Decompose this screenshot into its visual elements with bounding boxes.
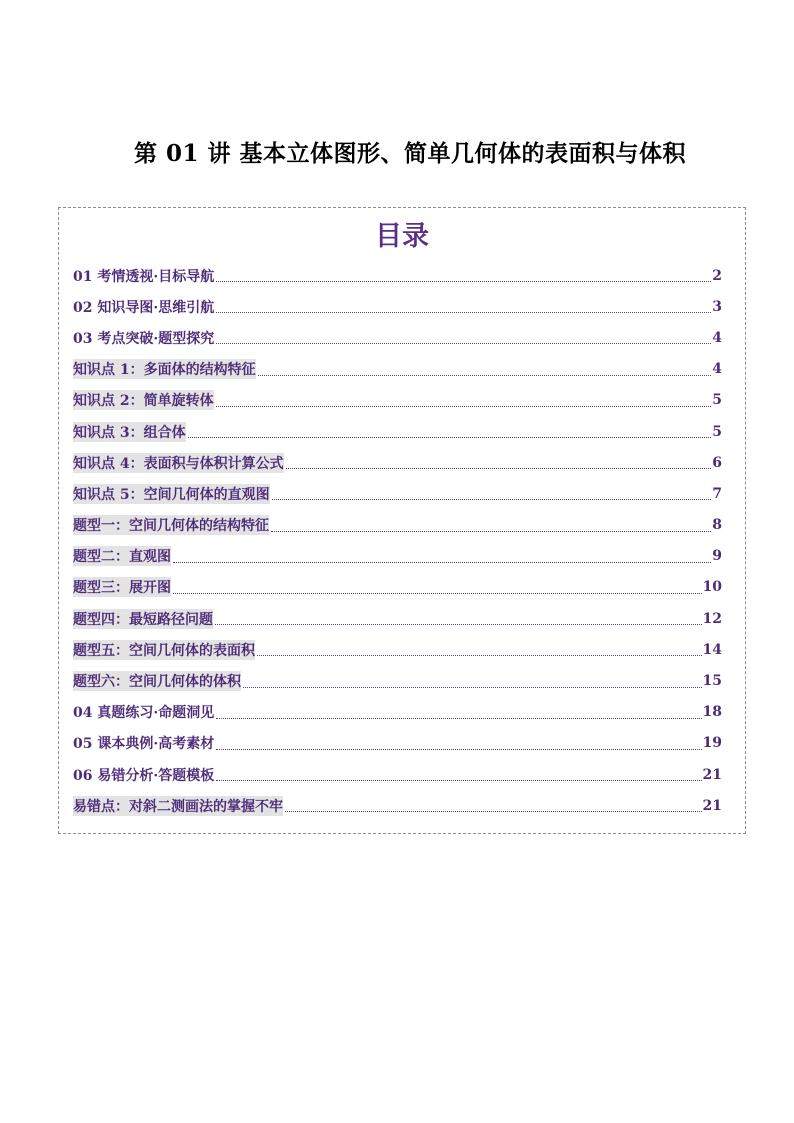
toc-entry-label: 易错点：对斜二测画法的掌握不牢 — [73, 796, 283, 816]
toc-entry-page-number: 21 — [702, 797, 722, 814]
toc-leader-dots — [216, 281, 711, 282]
toc-leader-dots — [285, 811, 702, 812]
toc-entry-page-number: 6 — [712, 454, 722, 471]
toc-entry[interactable] — [73, 354, 722, 385]
toc-entry[interactable] — [73, 447, 722, 478]
toc-entry-label: 03 考点突破·题型探究 — [73, 330, 215, 347]
toc-leader-dots — [216, 780, 701, 781]
toc-entry-page-number: 18 — [702, 704, 722, 721]
toc-entry[interactable] — [73, 478, 722, 509]
toc-entry-label: 02 知识导图·思维引航 — [73, 299, 215, 316]
toc-leader-dots — [215, 624, 702, 625]
toc-leader-dots — [258, 375, 712, 376]
toc-entry-label: 题型三：展开图 — [73, 577, 171, 597]
toc-entry-label: 01 考情透视·目标导航 — [73, 268, 215, 285]
toc-entry-page-number: 9 — [712, 548, 722, 565]
toc-entry[interactable] — [73, 541, 722, 572]
toc-entry[interactable] — [73, 603, 722, 634]
toc-entry[interactable] — [73, 416, 722, 447]
toc-leader-dots — [188, 437, 712, 438]
toc-entry[interactable] — [73, 665, 722, 696]
toc-entry[interactable] — [73, 790, 722, 821]
toc-leader-dots — [271, 531, 711, 532]
toc-leader-dots — [286, 468, 712, 469]
toc-entry-page-number: 19 — [702, 735, 722, 752]
toc-entry-label: 知识点 3：组合体 — [73, 422, 186, 442]
toc-entry-label: 04 真题练习·命题洞见 — [73, 705, 215, 722]
toc-entry[interactable] — [73, 322, 722, 353]
toc-entry-label: 知识点 5：空间几何体的直观图 — [73, 484, 270, 504]
toc-entry-page-number: 15 — [702, 673, 722, 690]
toc-entry-label: 06 易错分析·答题模板 — [73, 767, 215, 784]
toc-entry-page-number: 5 — [712, 423, 722, 440]
toc-entry[interactable] — [73, 759, 722, 790]
toc-entry-page-number: 14 — [702, 641, 722, 658]
toc-entry-page-number: 5 — [712, 392, 722, 409]
toc-entry-label: 知识点 1：多面体的结构特征 — [73, 359, 256, 379]
toc-entry-page-number: 8 — [712, 517, 722, 534]
toc-leader-dots — [257, 655, 702, 656]
toc-entry-label: 05 课本典例·高考素材 — [73, 736, 215, 753]
toc-leader-dots — [216, 343, 711, 344]
toc-entry-label: 知识点 2：简单旋转体 — [73, 390, 214, 410]
toc-entry[interactable] — [73, 572, 722, 603]
toc-entry[interactable] — [73, 510, 722, 541]
toc-heading: 目录 — [375, 221, 429, 252]
toc-leader-dots — [272, 499, 712, 500]
toc-entry-page-number: 2 — [712, 267, 722, 284]
toc-entry-label: 题型一：空间几何体的结构特征 — [73, 515, 269, 535]
toc-entry[interactable] — [73, 697, 722, 728]
toc-entry-label: 题型五：空间几何体的表面积 — [73, 640, 255, 660]
toc-entry[interactable] — [73, 291, 722, 322]
toc-leader-dots — [216, 718, 701, 719]
toc-entry-label: 题型二：直观图 — [73, 546, 171, 566]
toc-entry-page-number: 10 — [702, 579, 722, 596]
toc-leader-dots — [216, 406, 712, 407]
toc-entry-label: 题型四：最短路径问题 — [73, 609, 213, 629]
toc-entry[interactable] — [73, 634, 722, 665]
toc-leader-dots — [216, 312, 711, 313]
toc-entry-page-number: 4 — [712, 329, 722, 346]
toc-leader-dots — [216, 749, 701, 750]
toc-leader-dots — [243, 687, 702, 688]
toc-list — [73, 260, 722, 821]
toc-entry[interactable] — [73, 385, 722, 416]
toc-entry-page-number: 4 — [712, 361, 722, 378]
toc-entry[interactable] — [73, 728, 722, 759]
page-title: 第 01 讲 基本立体图形、简单几何体的表面积与体积 — [133, 140, 687, 167]
table-of-contents — [58, 207, 746, 834]
toc-entry-label: 知识点 4：表面积与体积计算公式 — [73, 453, 284, 473]
toc-entry-page-number: 3 — [712, 298, 722, 315]
toc-entry-page-number: 12 — [702, 610, 722, 627]
toc-entry-page-number: 7 — [712, 485, 722, 502]
toc-entry-page-number: 21 — [702, 766, 722, 783]
toc-leader-dots — [173, 593, 702, 594]
toc-leader-dots — [173, 562, 711, 563]
toc-entry-label: 题型六：空间几何体的体积 — [73, 671, 241, 691]
toc-entry[interactable] — [73, 260, 722, 291]
